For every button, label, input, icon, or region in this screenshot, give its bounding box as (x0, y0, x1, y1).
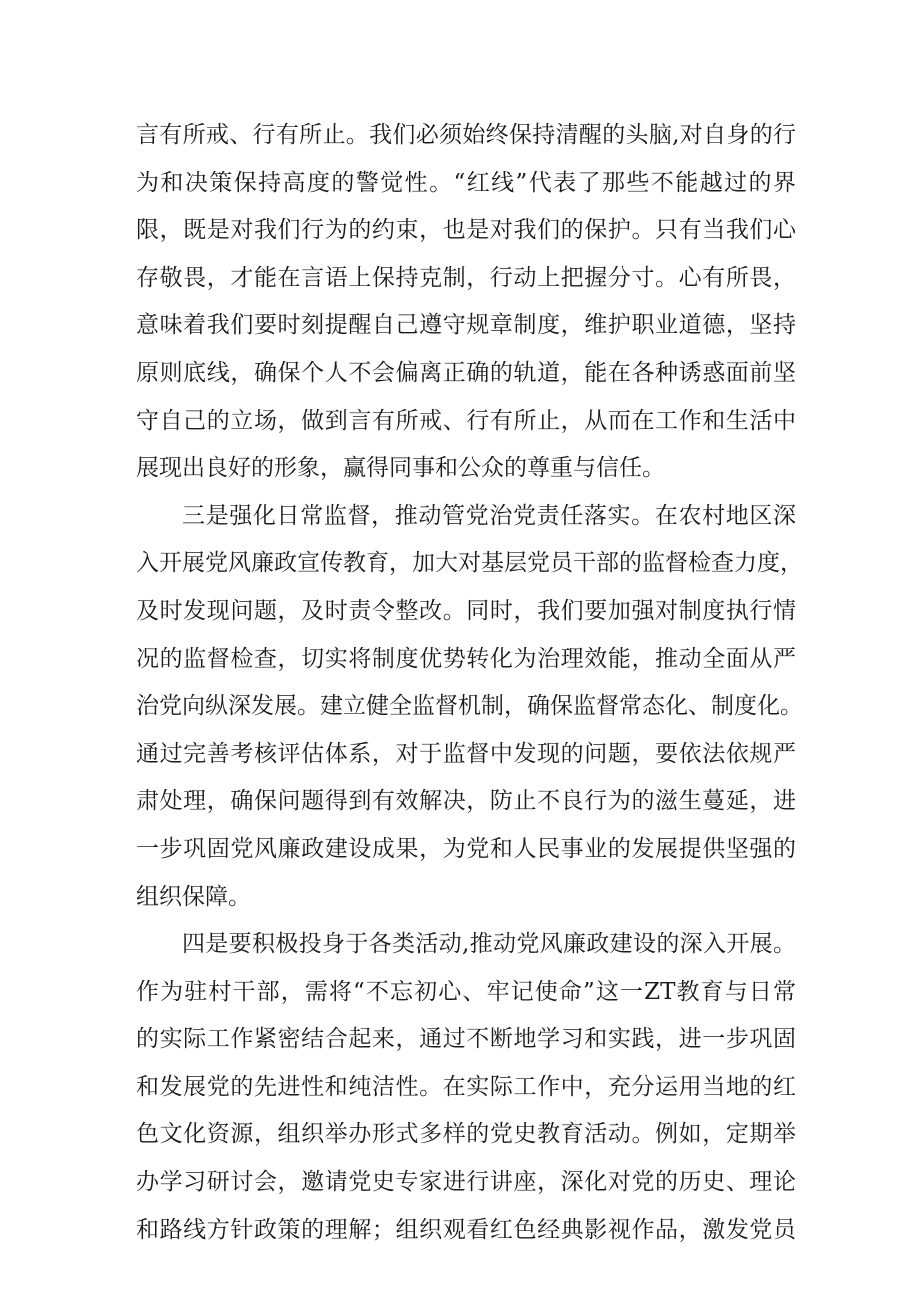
text-line: 守自己的立场，做到言有所戒、行有所止，从而在工作和生活中 (136, 407, 796, 434)
text-line: 肃处理，确保问题得到有效解决，防止不良行为的滋生蔓延，进 (136, 788, 796, 815)
text-line: 意味着我们要时刻提醒自己遵守规章制度，维护职业道德，坚持 (136, 312, 796, 339)
text-line: 和路线方针政策的理解；组织观看红色经典影视作品，激发党员 (136, 1216, 796, 1243)
text-line: 通过完善考核评估体系，对于监督中发现的问题，要依法依规严 (136, 740, 796, 767)
text-line: 入开展党风廉政宣传教育，加大对基层党员干部的监督检查力度， (136, 550, 803, 577)
text-line: 原则底线，确保个人不会偏离正确的轨道，能在各种诱惑面前坚 (136, 359, 796, 386)
text-line: 为和决策保持高度的警觉性。“红线”代表了那些不能越过的界 (136, 169, 796, 196)
text-line: 展现出良好的形象，赢得同事和公众的尊重与信任。 (136, 455, 665, 482)
text-line: 治党向纵深发展。建立健全监督机制，确保监督常态化、制度化。 (136, 693, 803, 720)
text-line: 和发展党的先进性和纯洁性。在实际工作中，充分运用当地的红 (136, 1073, 796, 1100)
paragraph-start-line: 三是强化日常监督，推动管党治党责任落实。在农村地区深 (182, 502, 796, 529)
text-line: 言有所戒、行有所止。我们必须始终保持清醒的头脑,对自身的行 (136, 122, 796, 148)
text-line: 一步巩固党风廉政建设成果，为党和人民事业的发展提供坚强的 (136, 835, 796, 862)
text-line: 的实际工作紧密结合起来，通过不断地学习和实践，进一步巩固 (136, 1026, 796, 1053)
text-line: 色文化资源，组织举办形式多样的党史教育活动。例如，定期举 (136, 1121, 796, 1148)
text-line: 况的监督检查，切实将制度优势转化为治理效能，推动全面从严 (136, 645, 796, 672)
text-line: 办学习研讨会，邀请党史专家进行讲座，深化对党的历史、理论 (136, 1169, 796, 1196)
body-text (136, 112, 803, 1254)
text-line: 存敬畏，才能在言语上保持克制，行动上把握分寸。心有所畏， (136, 264, 796, 291)
text-line: 限，既是对我们行为的约束，也是对我们的保护。只有当我们心 (136, 217, 796, 244)
paragraph-start-line: 四是要积极投身于各类活动,推动党风廉政建设的深入开展。 (182, 931, 796, 958)
text-line: 及时发现问题，及时责令整改。同时，我们要加强对制度执行情 (136, 597, 796, 624)
text-line: 组织保障。 (136, 883, 251, 910)
text-line: 作为驻村干部，需将“不忘初心、牢记使命”这一ZT教育与日常 (136, 978, 796, 1005)
